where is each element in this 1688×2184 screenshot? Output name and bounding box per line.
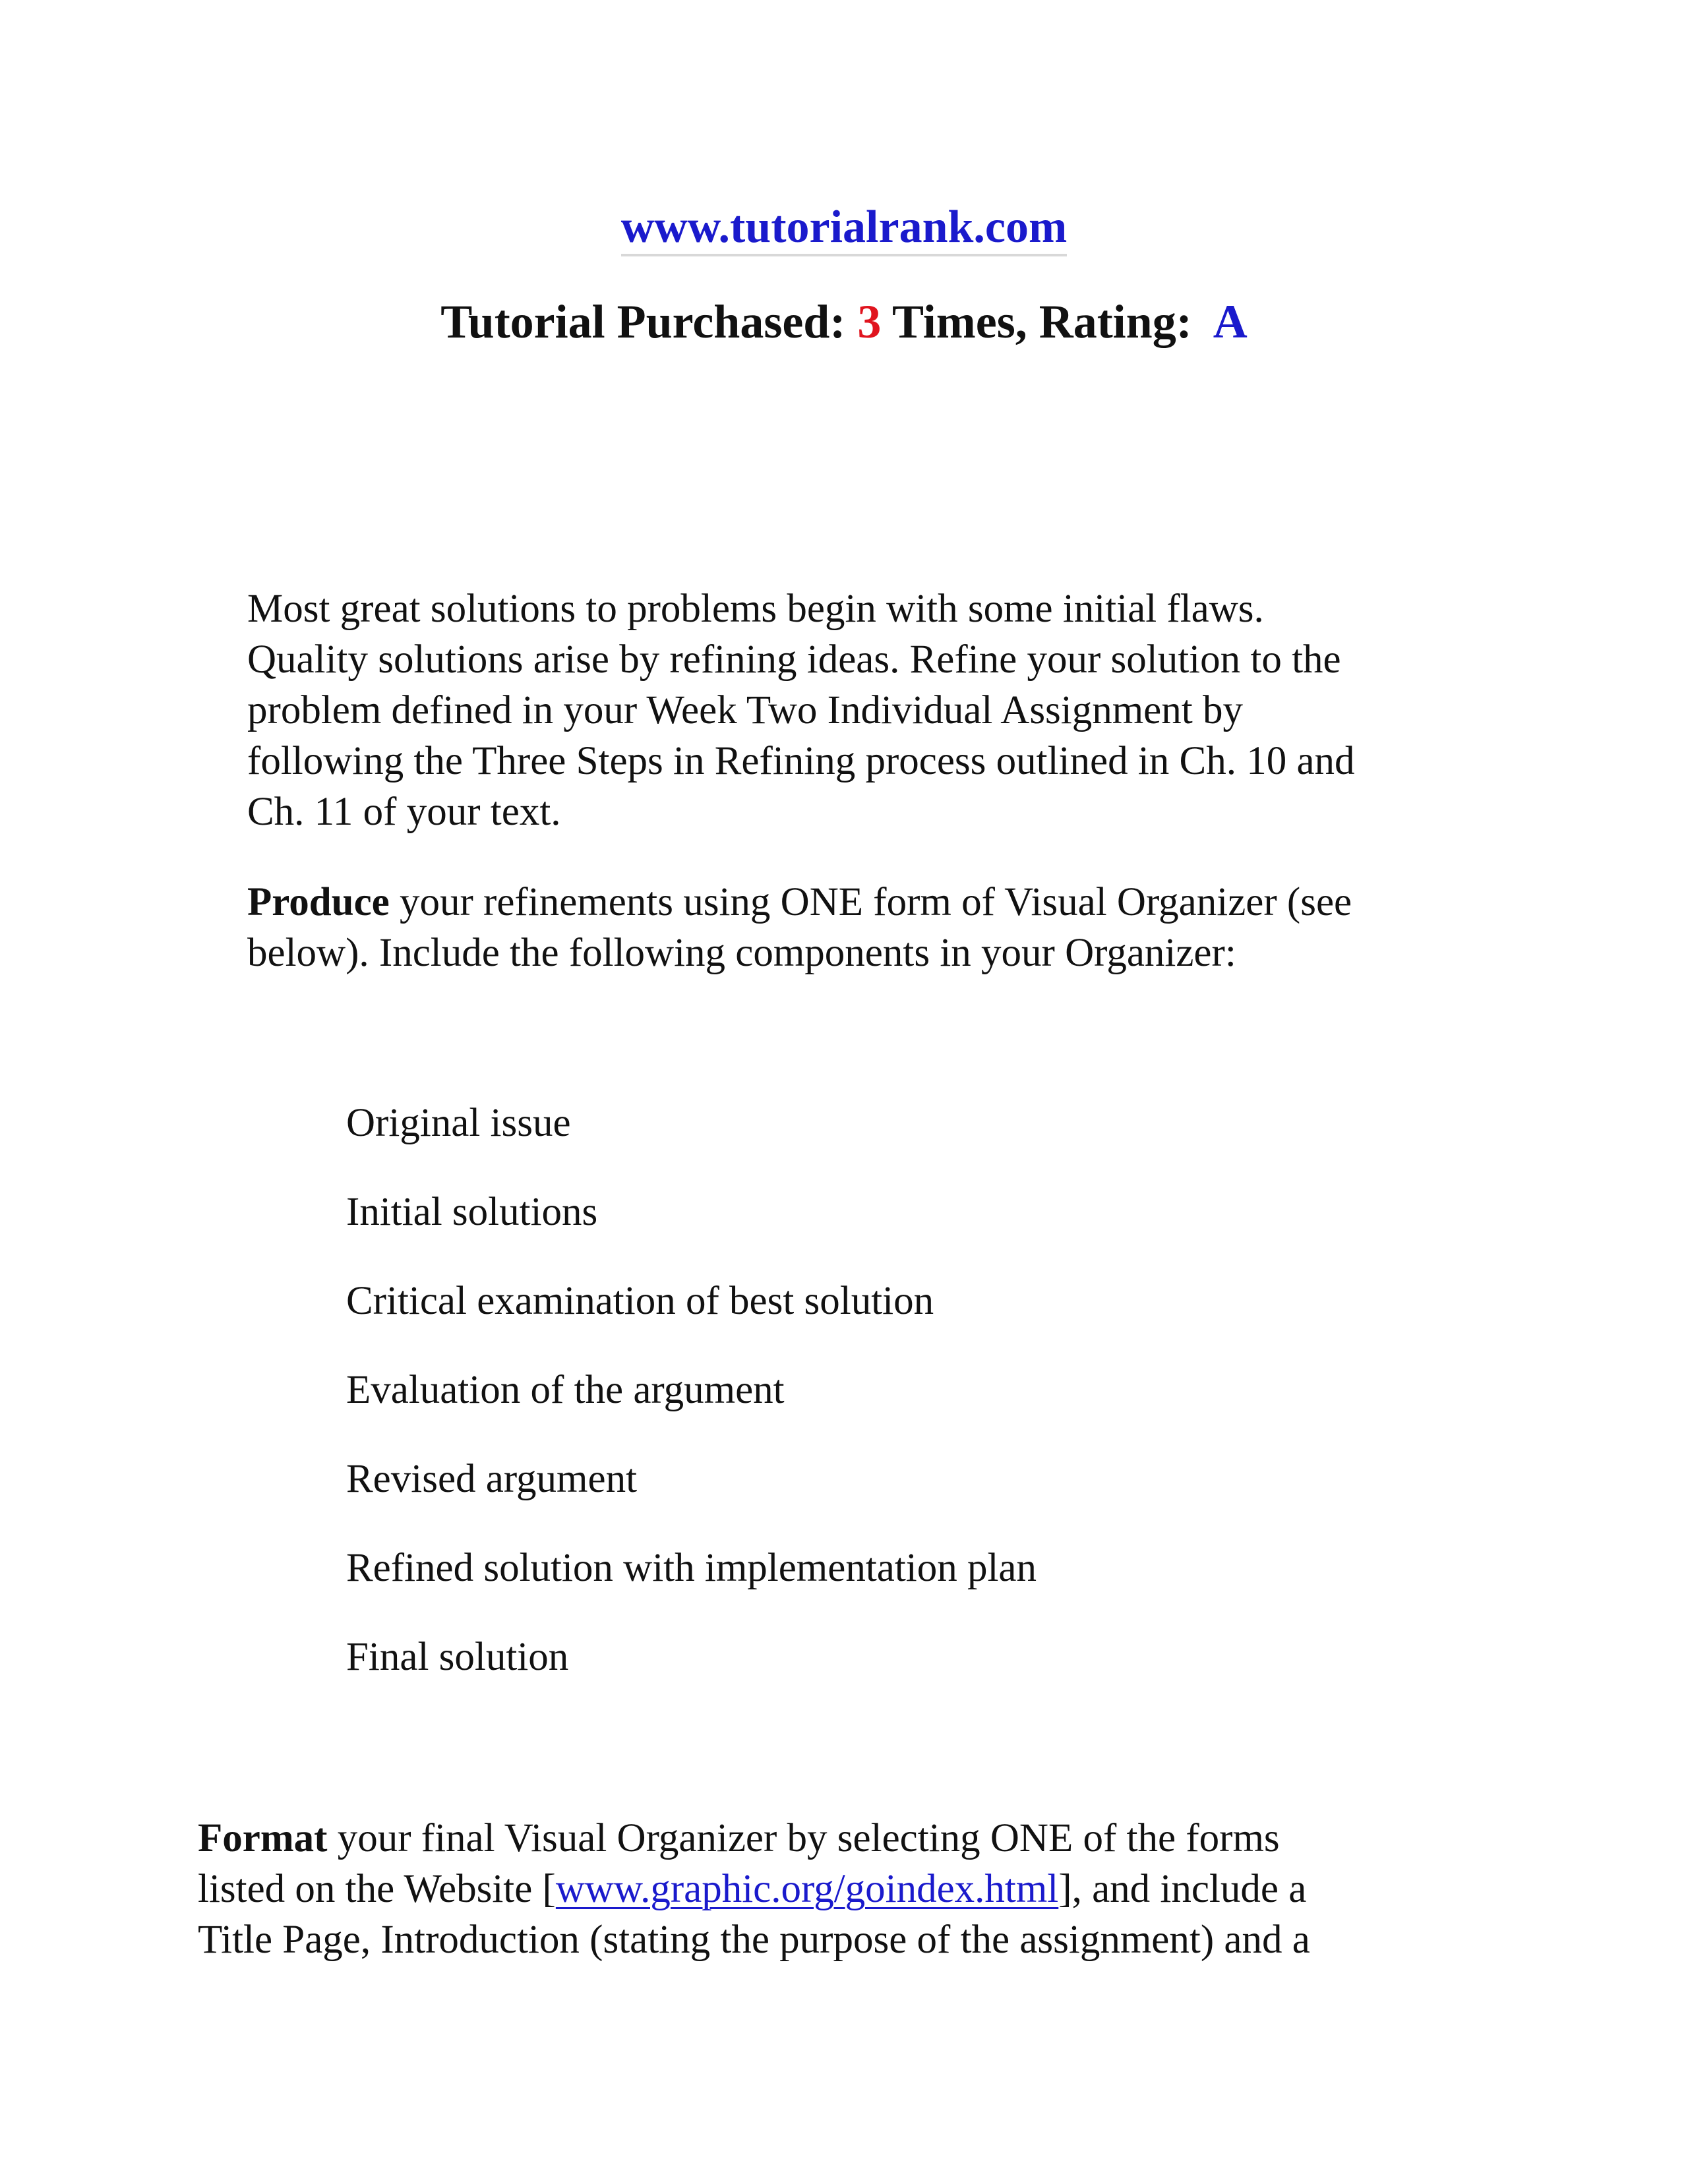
site-header — [0, 198, 1688, 257]
purchase-info — [0, 290, 1688, 353]
list-item: Evaluation of the argument — [346, 1368, 785, 1412]
intro-paragraph — [247, 583, 1500, 837]
rating-label: Times, Rating: — [881, 295, 1213, 348]
list-item: Original issue — [346, 1101, 571, 1145]
graphic-org-link[interactable]: www.graphic.org/goindex.html — [555, 1867, 1059, 1911]
rating-grade: A — [1213, 295, 1248, 348]
components-list — [346, 1098, 1037, 1721]
format-line: listed on the Website [ — [198, 1867, 556, 1911]
purchased-label: Tutorial Purchased: — [440, 295, 858, 348]
intro-line: problem defined in your Week Two Individual Assignment by — [247, 688, 1243, 732]
list-item: Critical examination of best solution — [346, 1279, 934, 1323]
site-url-link[interactable]: www.tutorialrank.com — [621, 202, 1068, 256]
list-item: Revised argument — [346, 1457, 638, 1501]
format-line: Title Page, Introduction (stating the purpose of the assignment) and a — [198, 1918, 1310, 1962]
format-line: your final Visual Organizer by selecting ONE of the forms — [327, 1816, 1280, 1860]
intro-line: Quality solutions arise by refining ideas. Refine your solution to the — [247, 637, 1341, 682]
produce-line: below). Include the following components in your Organizer: — [247, 931, 1236, 975]
produce-keyword: Produce — [247, 880, 390, 924]
intro-line: following the Three Steps in Refining process outlined in Ch. 10 and — [247, 739, 1355, 783]
list-item: Initial solutions — [346, 1190, 598, 1234]
list-item: Refined solution with implementation plan — [346, 1546, 1037, 1590]
produce-paragraph — [247, 877, 1500, 978]
produce-line: your refinements using ONE form of Visual Organizer (see — [389, 880, 1352, 924]
format-paragraph — [198, 1813, 1503, 1965]
intro-line: Most great solutions to problems begin with some initial flaws. — [247, 587, 1264, 631]
format-line: ], and include a — [1058, 1867, 1307, 1911]
intro-line: Ch. 11 of your text. — [247, 790, 561, 834]
purchase-count: 3 — [857, 295, 882, 348]
list-item: Final solution — [346, 1635, 569, 1679]
format-keyword: Format — [198, 1816, 328, 1860]
